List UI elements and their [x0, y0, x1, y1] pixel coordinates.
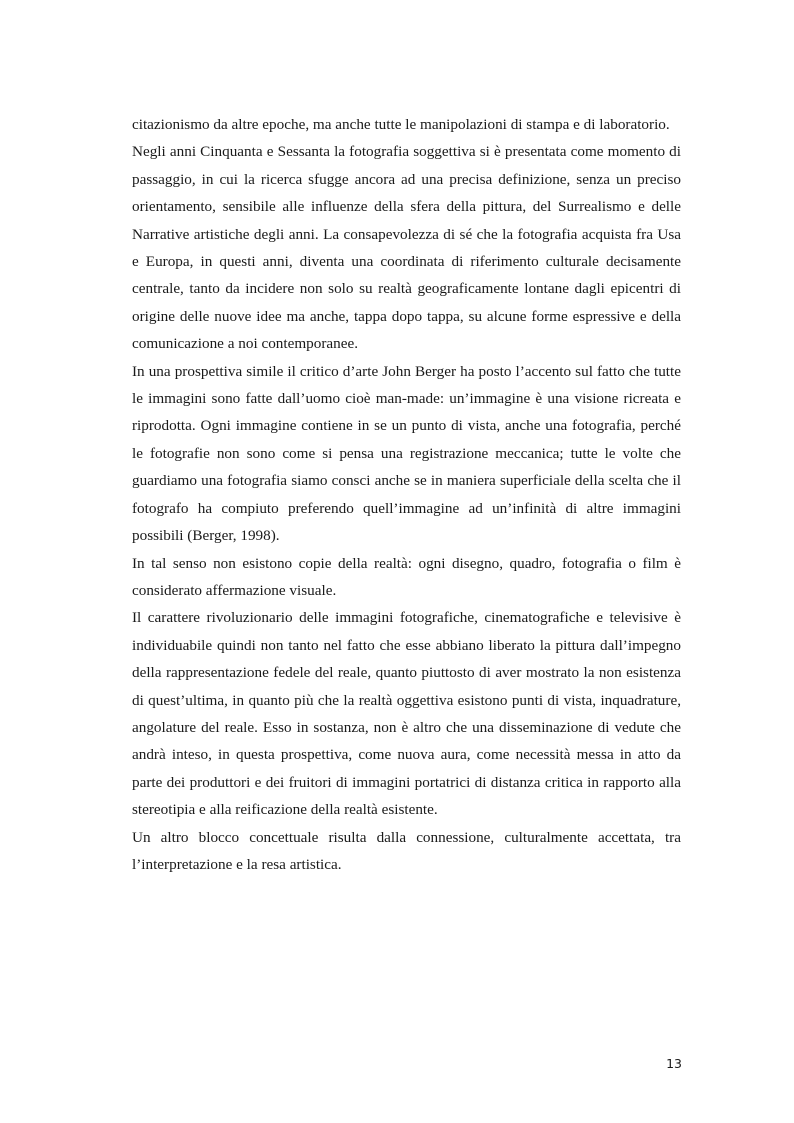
paragraph-1: citazionismo da altre epoche, ma anche tutte le manipolazioni di stampa e di laboratorio. [132, 116, 670, 133]
paragraph-3: In una prospettiva simile il critico d’arte John Berger ha posto l’accento sul fatto che tutte le immagini sono fatte dall’uomo cioè man-made: un’immagine è una visione ricreata e riprodotta. Ogni immagine contiene in se un punto di vista, anche una fotografia, perché le fotografie non sono come si pensa una registrazione meccanica; tutte le volte che guardiamo una fotografia siamo consci anche se in maniera superficiale della scelta che il fotografo ha compiuto preferendo quell’immagine ad un’infinità di altre immagini possibili (Berger, 1998). [132, 362, 681, 545]
body-text [132, 111, 681, 878]
paragraph-6: Un altro blocco concettuale risulta dalla connessione, culturalmente accettata, tra l’interpretazione e la resa artistica. [132, 828, 681, 873]
paragraph-5: Il carattere rivoluzionario delle immagini fotografiche, cinematografiche e televisive è individuabile quindi non tanto nel fatto che esse abbiano liberato la pittura dall’impegno della rappresentazione fedele del reale, quanto piuttosto di aver mostrato la non esistenza di quest’ultima, in quanto più che la realtà oggettiva esistono punti di vista, inquadrature, angolature del reale. Esso in sostanza, non è altro che una disseminazione di vedute che andrà inteso, in questa prospettiva, come nuova aura, come necessità messa in atto da parte dei produttori e dei fruitori di immagini portatrici di distanza critica in rapporto alla stereotipia e alla reificazione della realtà esistente. [132, 609, 681, 819]
paragraph-4: In tal senso non esistono copie della realtà: ogni disegno, quadro, fotografia o film è considerato affermazione visuale. [132, 554, 681, 599]
page-number: 13 [666, 1056, 682, 1071]
paragraph-2: Negli anni Cinquanta e Sessanta la fotografia soggettiva si è presentata come momento di passaggio, in cui la ricerca sfugge ancora ad una precisa definizione, senza un preciso orientamento, sensibile alle influenze della sfera della pittura, del Surrealismo e delle Narrative artistiche degli anni. La consapevolezza di sé che la fotografia acquista fra Usa e Europa, in questi anni, diventa una coordinata di riferimento culturale decisamente centrale, tanto da incidere non solo su realtà geograficamente lontane dagli epicentri di origine delle nuove idee ma anche, tappa dopo tappa, su alcune forme espressive e della comunicazione a noi contemporanee. [132, 143, 681, 353]
